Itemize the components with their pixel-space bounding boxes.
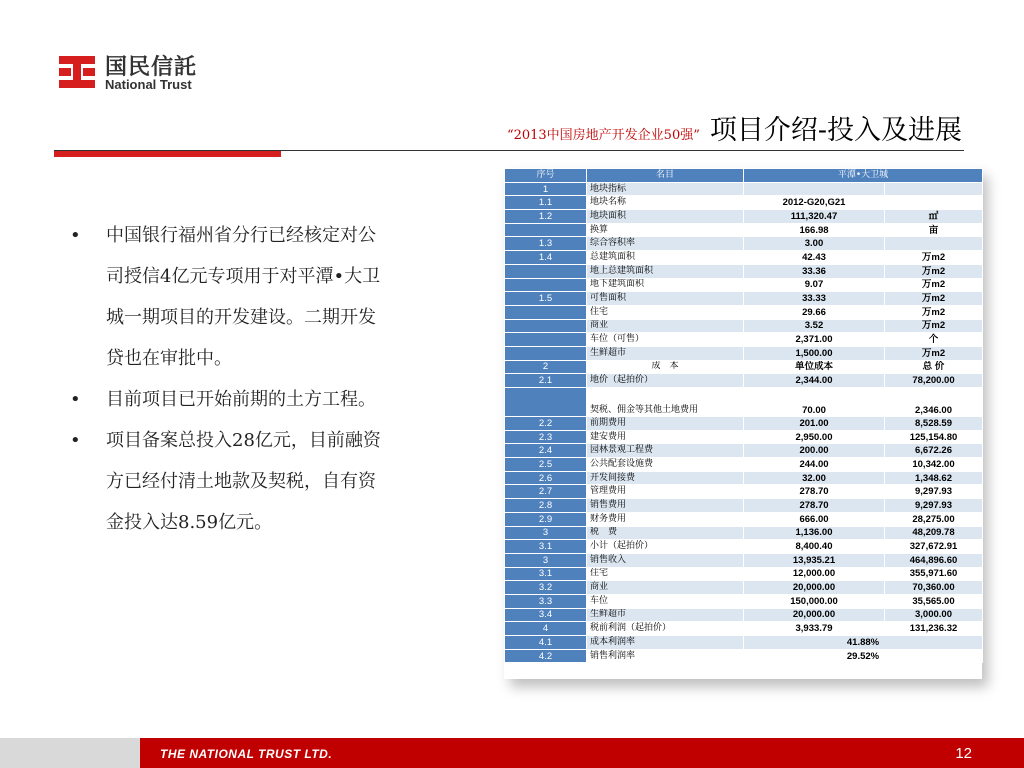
cell-value: 666.00: [744, 512, 885, 526]
table-row: [505, 581, 983, 595]
cell-item: 地价（起拍价）: [587, 374, 744, 388]
cell-value: 20,000.00: [744, 581, 885, 595]
table-row: [505, 210, 983, 224]
cell-value: 13,935.21: [744, 553, 885, 567]
cell-item: 车位（可售）: [587, 333, 744, 347]
cell-total: ㎡: [885, 210, 983, 224]
bullet-list: [70, 215, 390, 543]
slide-subtitle: “2013中国房地产开发企业50强”: [506, 128, 700, 143]
header-seq: 序号: [505, 169, 587, 183]
cell-seq: [505, 388, 587, 417]
cell-total: 35,565.00: [885, 594, 983, 608]
cell-seq: 4.1: [505, 636, 587, 650]
table-row: [505, 333, 983, 347]
cell-total: 万m2: [885, 264, 983, 278]
cell-seq: 4: [505, 622, 587, 636]
cell-seq: 3.1: [505, 540, 587, 554]
cell-seq: [505, 264, 587, 278]
table-row: [505, 223, 983, 237]
table-row: [505, 292, 983, 306]
cell-total: 78,200.00: [885, 374, 983, 388]
cell-total: [885, 237, 983, 251]
footer-grey-block: [0, 738, 140, 768]
table-row: [505, 594, 983, 608]
bullet-dot-icon: •: [70, 430, 81, 451]
cell-value: 2012-G20,G21: [744, 196, 885, 210]
cell-item: 车位: [587, 594, 744, 608]
table-row: [505, 485, 983, 499]
cell-total: 万m2: [885, 292, 983, 306]
table-row: [505, 182, 983, 196]
cell-value: 244.00: [744, 458, 885, 472]
table-row: [505, 553, 983, 567]
cell-total: 28,275.00: [885, 512, 983, 526]
cell-seq: 3.3: [505, 594, 587, 608]
header-project: 平潭•大卫城: [744, 169, 983, 183]
cell-item: 综合容积率: [587, 237, 744, 251]
cell-total: 131,236.32: [885, 622, 983, 636]
table-row: [505, 196, 983, 210]
bullet-dot-icon: •: [70, 389, 81, 410]
cell-seq: 1.5: [505, 292, 587, 306]
table-row: [505, 237, 983, 251]
cell-value: [744, 182, 885, 196]
cell-value: 41.88%: [744, 636, 983, 650]
cell-item: 开发间接费: [587, 471, 744, 485]
cell-total: 个: [885, 333, 983, 347]
cell-seq: [505, 333, 587, 347]
bullet-dot-icon: •: [70, 225, 81, 246]
cell-total: 总 价: [885, 360, 983, 374]
cell-value: 2,344.00: [744, 374, 885, 388]
cell-value: 278.70: [744, 485, 885, 499]
cell-value: 200.00: [744, 444, 885, 458]
cell-item: 地块名称: [587, 196, 744, 210]
cell-value: 166.98: [744, 223, 885, 237]
cell-total: 355,971.60: [885, 567, 983, 581]
project-data-table: [504, 168, 983, 663]
slide-main-title: 项目介绍-投入及进展: [709, 115, 962, 146]
cell-value: 单位成本: [744, 360, 885, 374]
national-trust-logo-icon: [57, 52, 97, 92]
table-row: [505, 374, 983, 388]
logo-chinese-name: 国民信託: [105, 55, 198, 80]
footer-company-name: THE NATIONAL TRUST LTD.: [160, 747, 333, 761]
cell-item: 地块指标: [587, 182, 744, 196]
table-row: [505, 430, 983, 444]
cell-seq: 1.3: [505, 237, 587, 251]
cell-value: 29.52%: [744, 649, 983, 663]
page-number: 12: [955, 745, 972, 762]
cell-total: 1,348.62: [885, 471, 983, 485]
cell-value: 278.70: [744, 499, 885, 513]
cell-seq: 2.7: [505, 485, 587, 499]
table-row: [505, 526, 983, 540]
cell-item: 销售收入: [587, 553, 744, 567]
table-row: [505, 540, 983, 554]
cell-value: 32.00: [744, 471, 885, 485]
cell-total: [885, 182, 983, 196]
cell-total: 亩: [885, 223, 983, 237]
cell-total: 10,342.00: [885, 458, 983, 472]
cell-item: 可售面积: [587, 292, 744, 306]
cell-total: 2,346.00: [885, 388, 983, 417]
cell-seq: [505, 319, 587, 333]
table-row: [505, 417, 983, 431]
cell-seq: 2.6: [505, 471, 587, 485]
cell-seq: 2.4: [505, 444, 587, 458]
cell-total: 万m2: [885, 278, 983, 292]
cell-value: 33.33: [744, 292, 885, 306]
table-row: [505, 319, 983, 333]
cell-item: 地块面积: [587, 210, 744, 224]
cell-total: 9,297.93: [885, 499, 983, 513]
cell-item: 成本利润率: [587, 636, 744, 650]
cell-item: 生鲜超市: [587, 346, 744, 360]
table-row: [505, 278, 983, 292]
cell-seq: 2: [505, 360, 587, 374]
cell-item: 契税、佣金等其他土地费用: [587, 388, 744, 417]
cell-value: 42.43: [744, 251, 885, 265]
table-row: [505, 264, 983, 278]
cell-value: 111,320.47: [744, 210, 885, 224]
cell-seq: [505, 346, 587, 360]
cell-total: 9,297.93: [885, 485, 983, 499]
cell-item: 小计（起拍价）: [587, 540, 744, 554]
cell-item: 销售费用: [587, 499, 744, 513]
cell-total: 327,672.91: [885, 540, 983, 554]
cell-seq: 2.5: [505, 458, 587, 472]
table-header-row: [505, 169, 983, 183]
table-row: [505, 444, 983, 458]
cell-value: 3.00: [744, 237, 885, 251]
table-row: [505, 649, 983, 663]
cell-total: 万m2: [885, 251, 983, 265]
cell-item: 成 本: [587, 360, 744, 374]
cell-seq: [505, 305, 587, 319]
table-row: [505, 388, 983, 417]
cell-seq: 1: [505, 182, 587, 196]
bullet-item: [70, 420, 390, 543]
cell-item: 公共配套设施费: [587, 458, 744, 472]
cell-value: 150,000.00: [744, 594, 885, 608]
cell-total: 48,209.78: [885, 526, 983, 540]
cell-total: 464,896.60: [885, 553, 983, 567]
table-row: [505, 471, 983, 485]
cell-item: 税前利润（起拍价）: [587, 622, 744, 636]
table-row: [505, 512, 983, 526]
cell-seq: 1.2: [505, 210, 587, 224]
logo-english-name: National Trust: [105, 77, 192, 92]
table-row: [505, 608, 983, 622]
company-logo: [57, 50, 207, 95]
cell-value: 2,950.00: [744, 430, 885, 444]
cell-total: 万m2: [885, 346, 983, 360]
bullet-item: [70, 215, 390, 379]
cell-seq: [505, 278, 587, 292]
cell-item: 生鲜超市: [587, 608, 744, 622]
table-row: [505, 360, 983, 374]
cell-seq: 1.1: [505, 196, 587, 210]
cell-seq: 2.2: [505, 417, 587, 431]
bullet-text: 中国银行福州省分行已经核定对公司授信4亿元专项用于对平潭•大卫城一期项目的开发建设。二期开发贷也在审批中。: [106, 225, 381, 369]
table-row: [505, 346, 983, 360]
cell-seq: 3.1: [505, 567, 587, 581]
cell-total: 6,672.26: [885, 444, 983, 458]
header-item: 名目: [587, 169, 744, 183]
cell-item: 住宅: [587, 305, 744, 319]
cell-seq: [505, 223, 587, 237]
title-accent-bar: [54, 151, 281, 157]
cell-seq: 4.2: [505, 649, 587, 663]
cell-value: 8,400.40: [744, 540, 885, 554]
table-row: [505, 636, 983, 650]
cell-value: 29.66: [744, 305, 885, 319]
cell-total: 125,154.80: [885, 430, 983, 444]
table-row: [505, 251, 983, 265]
cell-value: 1,136.00: [744, 526, 885, 540]
cell-seq: 2.9: [505, 512, 587, 526]
cell-seq: 3.4: [505, 608, 587, 622]
cell-item: 税 费: [587, 526, 744, 540]
cell-item: 财务费用: [587, 512, 744, 526]
cell-value: 12,000.00: [744, 567, 885, 581]
table-row: [505, 499, 983, 513]
cell-seq: 2.8: [505, 499, 587, 513]
cell-seq: 3: [505, 553, 587, 567]
cell-value: 201.00: [744, 417, 885, 431]
cell-total: 8,528.59: [885, 417, 983, 431]
cell-item: 商业: [587, 581, 744, 595]
cell-value: 1,500.00: [744, 346, 885, 360]
table-row: [505, 622, 983, 636]
cell-total: 万m2: [885, 305, 983, 319]
cell-item: 地下建筑面积: [587, 278, 744, 292]
cell-value: 2,371.00: [744, 333, 885, 347]
bullet-item: [70, 379, 390, 420]
bullet-text: 目前项目已开始前期的土方工程。: [106, 389, 376, 410]
cell-item: 地上总建筑面积: [587, 264, 744, 278]
cell-item: 换算: [587, 223, 744, 237]
cell-item: 总建筑面积: [587, 251, 744, 265]
table-row: [505, 567, 983, 581]
cell-item: 前期费用: [587, 417, 744, 431]
cell-value: 9.07: [744, 278, 885, 292]
cell-seq: 3: [505, 526, 587, 540]
cell-total: 3,000.00: [885, 608, 983, 622]
cell-item: 销售利润率: [587, 649, 744, 663]
cell-item: 商业: [587, 319, 744, 333]
cell-seq: 2.3: [505, 430, 587, 444]
bullet-text: 项目备案总投入28亿元，目前融资方已经付清土地款及契税，自有资金投入达8.59亿元。: [106, 430, 381, 533]
cell-seq: 1.4: [505, 251, 587, 265]
cell-item: 管理费用: [587, 485, 744, 499]
cell-total: 万m2: [885, 319, 983, 333]
cell-value: 70.00: [744, 388, 885, 417]
cell-item: 住宅: [587, 567, 744, 581]
table-row: [505, 305, 983, 319]
cell-item: 建安费用: [587, 430, 744, 444]
cell-seq: 2.1: [505, 374, 587, 388]
cell-total: 70,360.00: [885, 581, 983, 595]
cell-value: 3.52: [744, 319, 885, 333]
slide-title: [507, 108, 962, 148]
cell-value: 20,000.00: [744, 608, 885, 622]
table-row: [505, 458, 983, 472]
cell-total: [885, 196, 983, 210]
cell-seq: 3.2: [505, 581, 587, 595]
cell-value: 33.36: [744, 264, 885, 278]
cell-value: 3,933.79: [744, 622, 885, 636]
cell-item: 园林景观工程费: [587, 444, 744, 458]
